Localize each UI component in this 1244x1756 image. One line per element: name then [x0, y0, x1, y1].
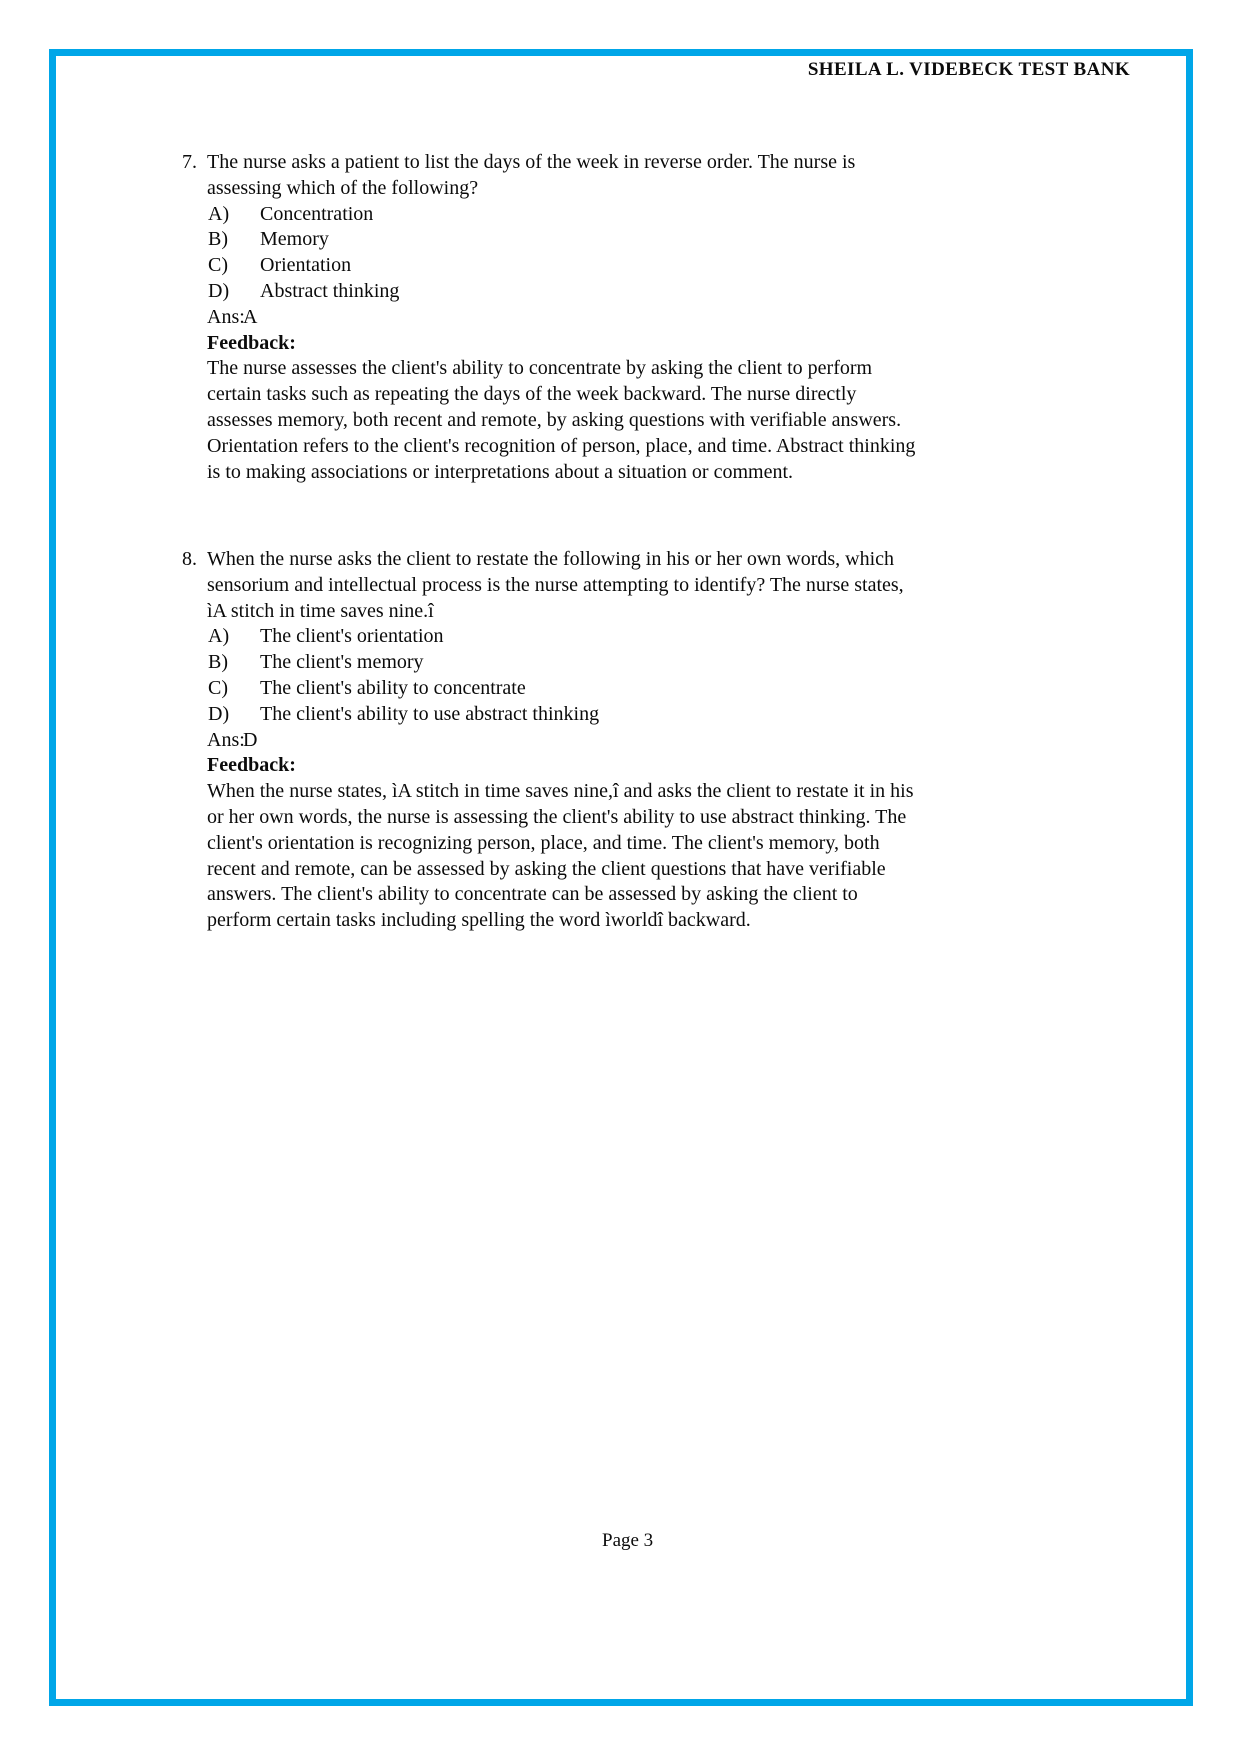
- answer-value: A: [243, 305, 258, 328]
- option-text: The client's ability to concentrate: [260, 676, 526, 699]
- option-c: [207, 676, 1072, 702]
- feedback-line: assesses memory, both recent and remote, by asking questions with verifiable answers.: [207, 408, 902, 431]
- option-letter: B): [208, 651, 228, 674]
- question-stem-line: ìA stitch in time saves nine.î: [207, 599, 434, 622]
- option-text: Memory: [260, 228, 329, 251]
- option-c: [207, 253, 1072, 279]
- option-text: Orientation: [260, 254, 352, 277]
- page-title: SHEILA L. VIDEBECK TEST BANK: [807, 59, 1130, 80]
- question-number: 8.: [182, 548, 197, 570]
- question-body: [207, 547, 1072, 934]
- option-letter: C): [208, 676, 228, 699]
- feedback-label: Feedback:: [207, 754, 296, 777]
- option-letter: A): [208, 625, 230, 648]
- option-text: The client's memory: [260, 651, 424, 674]
- feedback-line: or her own words, the nurse is assessing the client's ability to use abstract thinking. The: [207, 805, 907, 828]
- option-letter: A): [208, 202, 230, 225]
- option-text: Abstract thinking: [260, 279, 400, 302]
- option-a: [207, 202, 1072, 228]
- feedback-line: certain tasks such as repeating the days of the week backward. The nurse directly: [207, 383, 857, 406]
- question-stem-line: assessing which of the following?: [207, 176, 479, 199]
- feedback-line: answers. The client's ability to concentrate can be assessed by asking the client to: [207, 883, 858, 906]
- feedback-line: is to making associations or interpretations about a situation or comment.: [207, 460, 793, 483]
- option-letter: D): [208, 702, 230, 725]
- question-block-7: [182, 150, 1072, 485]
- question-stem-line: When the nurse asks the client to restate the following in his or her own words, which: [207, 548, 895, 570]
- option-a: [207, 624, 1072, 650]
- option-d: [207, 279, 1072, 305]
- page-number: Page 3: [602, 1530, 654, 1551]
- question-block-8: [182, 547, 1072, 934]
- feedback-line: perform certain tasks including spelling the word ìworldî backward.: [207, 909, 751, 932]
- answer-value: D: [243, 728, 258, 751]
- feedback-line: recent and remote, can be assessed by asking the client questions that have verifiable: [207, 857, 886, 880]
- feedback-line: Orientation refers to the client's recognition of person, place, and time. Abstract thinking: [207, 434, 916, 457]
- question-body: [207, 150, 1072, 485]
- answer-row: [207, 728, 1072, 754]
- option-b: [207, 650, 1072, 676]
- option-text: The client's ability to use abstract thinking: [260, 702, 600, 725]
- question-number: 7.: [182, 151, 197, 173]
- answer-label: Ans:: [207, 305, 245, 328]
- option-text: Concentration: [260, 202, 374, 225]
- feedback-line: The nurse assesses the client's ability to concentrate by asking the client to perform: [207, 357, 873, 380]
- question-stem-line: The nurse asks a patient to list the days of the week in reverse order. The nurse is: [207, 151, 856, 173]
- option-b: [207, 227, 1072, 253]
- option-text: The client's orientation: [260, 625, 444, 648]
- option-letter: C): [208, 254, 228, 277]
- option-letter: B): [208, 228, 228, 251]
- feedback-line: When the nurse states, ìA stitch in time saves nine,î and asks the client to restate it in his: [207, 780, 914, 803]
- question-stem-line: sensorium and intellectual process is the nurse attempting to identify? The nurse states,: [207, 573, 904, 596]
- option-d: [207, 702, 1072, 728]
- answer-row: [207, 305, 1072, 331]
- feedback-label: Feedback:: [207, 331, 296, 354]
- answer-label: Ans:: [207, 728, 245, 751]
- option-letter: D): [208, 279, 230, 302]
- feedback-line: client's orientation is recognizing person, place, and time. The client's memory, both: [207, 831, 880, 854]
